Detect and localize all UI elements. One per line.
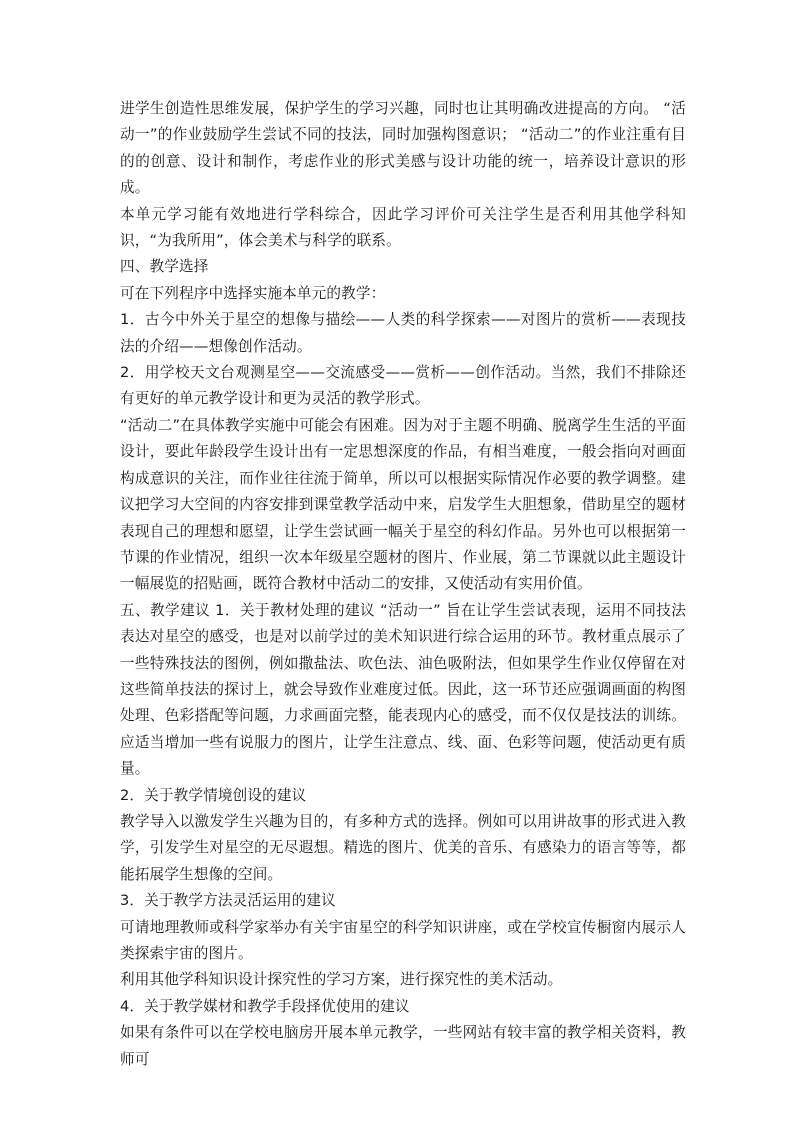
paragraph-choice-intro: 可在下列程序中选择实施本单元的教学：: [120, 284, 386, 302]
subheading-teaching-methods: 3．关于教学方法灵活运用的建议: [120, 892, 336, 910]
subheading-media-selection: 4．关于教学媒材和教学手段择优使用的建议: [120, 997, 410, 1015]
paragraph-evaluation-continued: 进学生创造性思维发展，保护学生的学习兴趣，同时也让其明确改进提高的方向。 “活动一”的作业鼓励学生尝试不同的技法，同时加强构图意识； “活动二”的作业注重有目的的创意、设计和制作，考虑作业的形式美感与设计功能的统一，培养设计意识的形成。: [120, 100, 686, 197]
paragraph-situation-creation: 教学导入以激发学生兴趣为目的，有多种方式的选择。例如可以用讲故事的形式进入教学，引发学生对星空的无尽遐想。精选的图片、优美的音乐、有感染力的语言等等，都能拓展学生想像的空间。: [120, 812, 686, 883]
list-item-option-2: 2．用学校天文台观测星空——交流感受——赏析——创作活动。当然，我们不排除还有更好的单元教学设计和更为灵活的教学形式。: [120, 364, 686, 408]
list-item-option-1: 1．古今中外关于星空的想像与描绘——人类的科学探索——对图片的赏析——表现技法的介绍——想像创作活动。: [120, 311, 686, 355]
document-body: [120, 96, 686, 1073]
paragraph-computer-room: 如果有条件可以在学校电脑房开展本单元教学，一些网站有较丰富的教学相关资料，教师可: [120, 1024, 686, 1068]
paragraph-subject-integration: 本单元学习能有效地进行学科综合，因此学习评价可关注学生是否利用其他学科知识，“为我所用”，体会美术与科学的联系。: [120, 205, 686, 250]
section-heading-teaching-choice: 四、教学选择: [120, 258, 209, 276]
paragraph-inquiry-activity: 利用其他学科知识设计探究性的学习方案，进行探究性的美术活动。: [120, 971, 563, 989]
paragraph-science-lecture: 可请地理教师或科学家举办有关宇宙星空的科学知识讲座，或在学校宣传橱窗内展示人类探索宇宙的图片。: [120, 918, 686, 962]
section-heading-teaching-suggestions: 五、教学建议 1．关于教材处理的建议 “活动一” 旨在让学生尝试表现，运用不同技法表达对星空的感受，也是对以前学过的美术知识进行综合运用的环节。教材重点展示了一些特殊技法的图例，例如撒盐法、吹色法、油色吸附法，但如果学生作业仅停留在对这些简单技法的探讨上，就会导致作业难度过低。因此，这一环节还应强调画面的构图处理、色彩搭配等问题，力求画面完整，能表现内心的感受，而不仅仅是技法的训练。应适当增加一些有说服力的图片，让学生注意点、线、面、色彩等问题，使活动更有质量。: [120, 601, 686, 778]
subheading-situation-creation: 2．关于教学情境创设的建议: [120, 786, 307, 804]
paragraph-activity-two-note: “活动二”在具体教学实施中可能会有困难。因为对于主题不明确、脱离学生生活的平面设计，要此年龄段学生设计出有一定思想深度的作品，有相当难度，一般会指向对画面构成意识的关注，而作业往往流于简单，所以可以根据实际情况作必要的教学调整。建议把学习大空间的内容安排到课堂教学活动中来，启发学生大胆想象，借助星空的题材表现自己的理想和愿望，让学生尝试画一幅关于星空的科幻作品。另外也可以根据第一节课的作业情况，组织一次本年级星空题材的图片、作业展，第二节课就以此主题设计一幅展览的招贴画，既符合教材中活动二的安排，又使活动有实用价值。: [120, 416, 686, 593]
